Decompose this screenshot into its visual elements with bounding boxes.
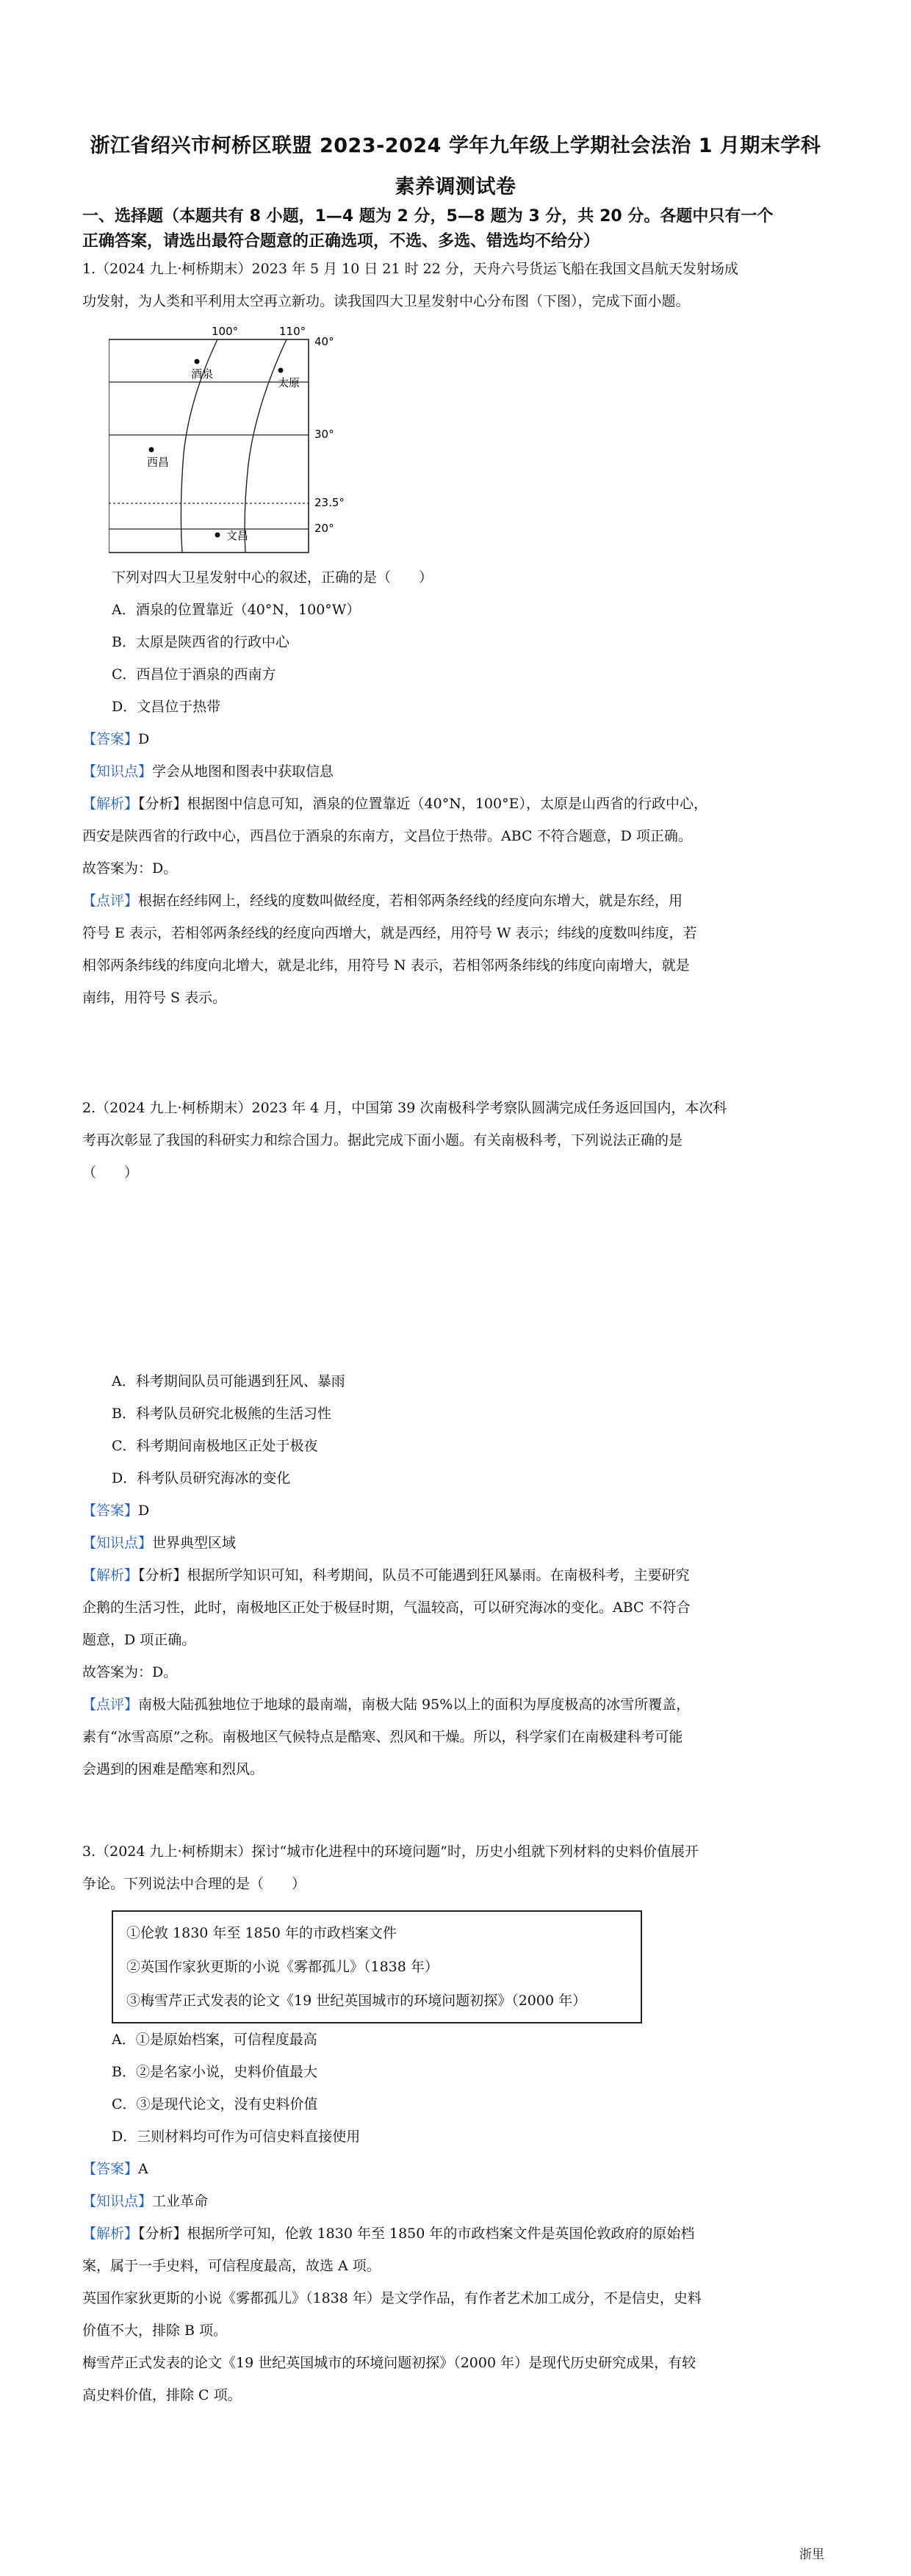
- lat-label-20: 20°: [314, 522, 334, 535]
- q1-knowledge-value: 学会从地图和图表中获取信息: [152, 763, 334, 780]
- q2-knowledge: [82, 1527, 832, 1559]
- q2-body: [82, 1365, 832, 1785]
- city-dot-jiuquan: [195, 359, 200, 364]
- q1-analysis-line2: 西安是陕西省的行政中心，西昌位于酒泉的东南方，文昌位于热带。ABC 不符合题意，D 项正确。: [82, 828, 692, 844]
- q2-analysis-text1: 根据所学知识可知，科考期间，队员不可能遇到狂风暴雨。在南极科考，主要研究: [187, 1567, 690, 1583]
- q3-analysis-line3: 英国作家狄更斯的小说《雾都孤儿》（1838 年）是文学作品，有作者艺术加工成分，不是信史，史料: [82, 2290, 702, 2306]
- q1-answer-value: D: [138, 731, 150, 747]
- q1-answer: [82, 723, 832, 755]
- q3-knowledge-value: 工业革命: [152, 2193, 209, 2209]
- q3-analysis-line4: 价值不大，排除 B 项。: [82, 2323, 228, 2339]
- city-label-xichang: 西昌: [147, 456, 170, 469]
- q3-analysis-line5: 梅雪芹正式发表的论文《19 世纪英国城市的环境问题初探》（2000 年）是现代历史研究成果，有较: [82, 2355, 696, 2371]
- q3-material-3: ③梅雪芹正式发表的论文《19 世纪英国城市的环境问题初探》（2000 年）: [126, 1993, 587, 2009]
- lon-label-110: 110°: [279, 325, 306, 338]
- city-label-wenchang: 文昌: [226, 529, 249, 542]
- q3-option-c: C．③是现代论文，没有史料价值: [112, 2096, 318, 2112]
- analysis-tag: 【解析】: [82, 796, 139, 812]
- q3-material-2: ②英国作家狄更斯的小说《雾都孤儿》（1838 年）: [126, 1959, 439, 1975]
- q2-analysis-line4: 故答案为：D。: [82, 1664, 178, 1680]
- answer-tag: 【答案】: [82, 1503, 139, 1519]
- knowledge-tag: 【知识点】: [82, 2193, 153, 2209]
- answer-tag: 【答案】: [82, 731, 139, 747]
- q2-analysis-line2: 企鹅的生活习性，此时，南极地区正处于极昼时期，气温较高，可以研究海冰的变化。ABC 不符合: [82, 1600, 691, 1616]
- q1-prompt: 下列对四大卫星发射中心的叙述，正确的是（ ）: [112, 569, 433, 586]
- q1-stem-line1: 1.（2024 九上·柯桥期末）2023 年 5 月 10 日 21 时 22 分，天舟六号货运飞船在我国文昌航天发射场成: [82, 261, 738, 277]
- q3-option-d: D．三则材料均可作为可信史料直接使用: [112, 2129, 361, 2145]
- q1-comment-line2: 符号 E 表示，若相邻两条经线的经度向西增大，就是西经，用符号 W 表示；纬线的度数叫纬度，若: [82, 925, 697, 941]
- q3-answer: [82, 2153, 832, 2185]
- q1-analysis-text1: 根据图中信息可知，酒泉的位置靠近（40°N，100°E），太原是山西省的行政中心，: [187, 796, 707, 812]
- q1-body: [82, 561, 832, 1014]
- q2-stem-line3: （ ）: [82, 1165, 139, 1181]
- q1-option-d: D．文昌位于热带: [112, 699, 221, 715]
- document-title-line2: 素养调测试卷: [395, 176, 516, 198]
- q1-option-a: A．酒泉的位置靠近（40°N，100°W）: [112, 602, 361, 618]
- answer-tag: 【答案】: [82, 2161, 139, 2177]
- q1-option-c: C．西昌位于酒泉的西南方: [112, 666, 276, 683]
- document-title-line1: 浙江省绍兴市柯桥区联盟 2023-2024 学年九年级上学期社会法治 1 月期末学科: [90, 134, 821, 157]
- lat-label-30: 30°: [314, 428, 334, 441]
- q3-stem: [82, 1835, 832, 1900]
- section-heading-line2: 正确答案，请选出最符合题意的正确选项，不选、多选、错选均不给分）: [82, 232, 600, 251]
- q2-option-a: A．科考期间队员可能遇到狂风、暴雨: [112, 1373, 345, 1389]
- analysis-tag: 【解析】: [82, 2226, 139, 2242]
- q1-analysis-line1: [82, 788, 832, 820]
- q1-comment-line3: 相邻两条纬线的纬度向北增大，就是北纬，用符号 N 表示，若相邻两条纬线的纬度向南增大，就是: [82, 957, 690, 974]
- analysis-tag: 【解析】: [82, 1567, 139, 1583]
- q1-stem-line2: 功发射，为人类和平利用太空再立新功。读我国四大卫星发射中心分布图（下图），完成下面小题。: [82, 293, 690, 309]
- city-label-taiyuan: 太原: [278, 376, 300, 389]
- city-label-jiuquan: 酒泉: [191, 367, 214, 381]
- section-heading-line1: 一、选择题（本题共有 8 小题，1—4 题为 2 分，5—8 题为 3 分，共 20 分。各题中只有一个: [82, 207, 774, 226]
- q3-analysis-line6: 高史料价值，排除 C 项。: [82, 2387, 242, 2403]
- q2-answer-value: D: [138, 1503, 150, 1519]
- launch-center-map-figure: [109, 325, 373, 567]
- q2-stem-line1: 2.（2024 九上·柯桥期末）2023 年 4 月，中国第 39 次南极科学考察队圆满完成任务返回国内，本次科: [82, 1100, 727, 1116]
- q3-stem-line2: 争论。下列说法中合理的是（ ）: [82, 1876, 306, 1892]
- q2-answer: [82, 1494, 832, 1527]
- q2-comment-line1: [82, 1688, 832, 1721]
- q2-option-d: D．科考队员研究海冰的变化: [112, 1470, 291, 1486]
- q2-knowledge-value: 世界典型区域: [152, 1535, 237, 1551]
- q1-comment-line4: 南纬，用符号 S 表示。: [82, 990, 227, 1006]
- city-dot-wenchang: [215, 533, 220, 538]
- comment-tag: 【点评】: [82, 893, 139, 909]
- q2-comment-text1: 南极大陆孤独地位于地球的最南端，南极大陆 95%以上的面积为厚度极高的冰雪所覆盖，: [138, 1697, 691, 1713]
- section-heading: [82, 204, 839, 254]
- q3-answer-value: A: [138, 2161, 148, 2177]
- city-dot-xichang: [149, 447, 154, 453]
- knowledge-tag: 【知识点】: [82, 1535, 153, 1551]
- lon-label-100: 100°: [212, 325, 239, 338]
- q2-analysis-line1: [82, 1559, 832, 1591]
- q2-option-c: C．科考期间南极地区正处于极夜: [112, 1438, 318, 1454]
- lat-label-23-5: 23.5°: [314, 496, 345, 509]
- analysis-sub-tag: 【分析】: [138, 796, 187, 812]
- q2-stem-line2: 考再次彰显了我国的科研实力和综合国力。据此完成下面小题。有关南极科考，下列说法正确的是: [82, 1132, 683, 1148]
- q3-option-b: B．②是名家小说，史料价值最大: [112, 2064, 317, 2080]
- page-footer: 浙里: [799, 2547, 824, 2562]
- q1-knowledge: [82, 755, 832, 788]
- q3-analysis-text1: 根据所学可知，伦敦 1830 年至 1850 年的市政档案文件是英国伦敦政府的原始档: [187, 2226, 695, 2242]
- q1-option-b: B．太原是陕西省的行政中心: [112, 634, 289, 650]
- q2-comment-line3: 会遇到的困难是酷寒和烈风。: [82, 1761, 264, 1777]
- q2-comment-line2: 素有“冰雪高原”之称。南极地区气候特点是酷寒、烈风和干燥。所以，科学家们在南极建科考可能: [82, 1729, 683, 1745]
- q3-materials-box: [112, 1910, 642, 2023]
- q1-comment-line1: [82, 885, 832, 917]
- q1-stem: [82, 253, 832, 317]
- analysis-sub-tag: 【分析】: [138, 1567, 187, 1583]
- q1-analysis-line3: 故答案为：D。: [82, 860, 178, 877]
- knowledge-tag: 【知识点】: [82, 763, 153, 780]
- lat-label-40: 40°: [314, 335, 334, 348]
- launch-center-map: [109, 325, 373, 567]
- comment-tag: 【点评】: [82, 1697, 139, 1713]
- q2-option-b: B．科考队员研究北极熊的生活习性: [112, 1406, 331, 1422]
- q1-comment-text1: 根据在经纬网上，经线的度数叫做经度，若相邻两条经线的经度向东增大，就是东经，用: [138, 893, 683, 909]
- q3-stem-line1: 3.（2024 九上·柯桥期末）探讨“城市化进程中的环境问题”时，历史小组就下列材料的史料价值展开: [82, 1843, 699, 1860]
- analysis-sub-tag: 【分析】: [138, 2226, 187, 2242]
- q3-analysis-line1: [82, 2217, 832, 2250]
- q3-body: [82, 2023, 832, 2411]
- city-dot-taiyuan: [278, 368, 284, 373]
- q3-material-1: ①伦敦 1830 年至 1850 年的市政档案文件: [126, 1925, 397, 1941]
- q2-stem: [82, 1092, 832, 1189]
- q3-analysis-line2: 案，属于一手史料，可信程度最高，故选 A 项。: [82, 2258, 381, 2274]
- q3-knowledge: [82, 2185, 832, 2217]
- q3-option-a: A．①是原始档案，可信程度最高: [112, 2032, 317, 2048]
- q2-analysis-line3: 题意，D 项正确。: [82, 1632, 196, 1648]
